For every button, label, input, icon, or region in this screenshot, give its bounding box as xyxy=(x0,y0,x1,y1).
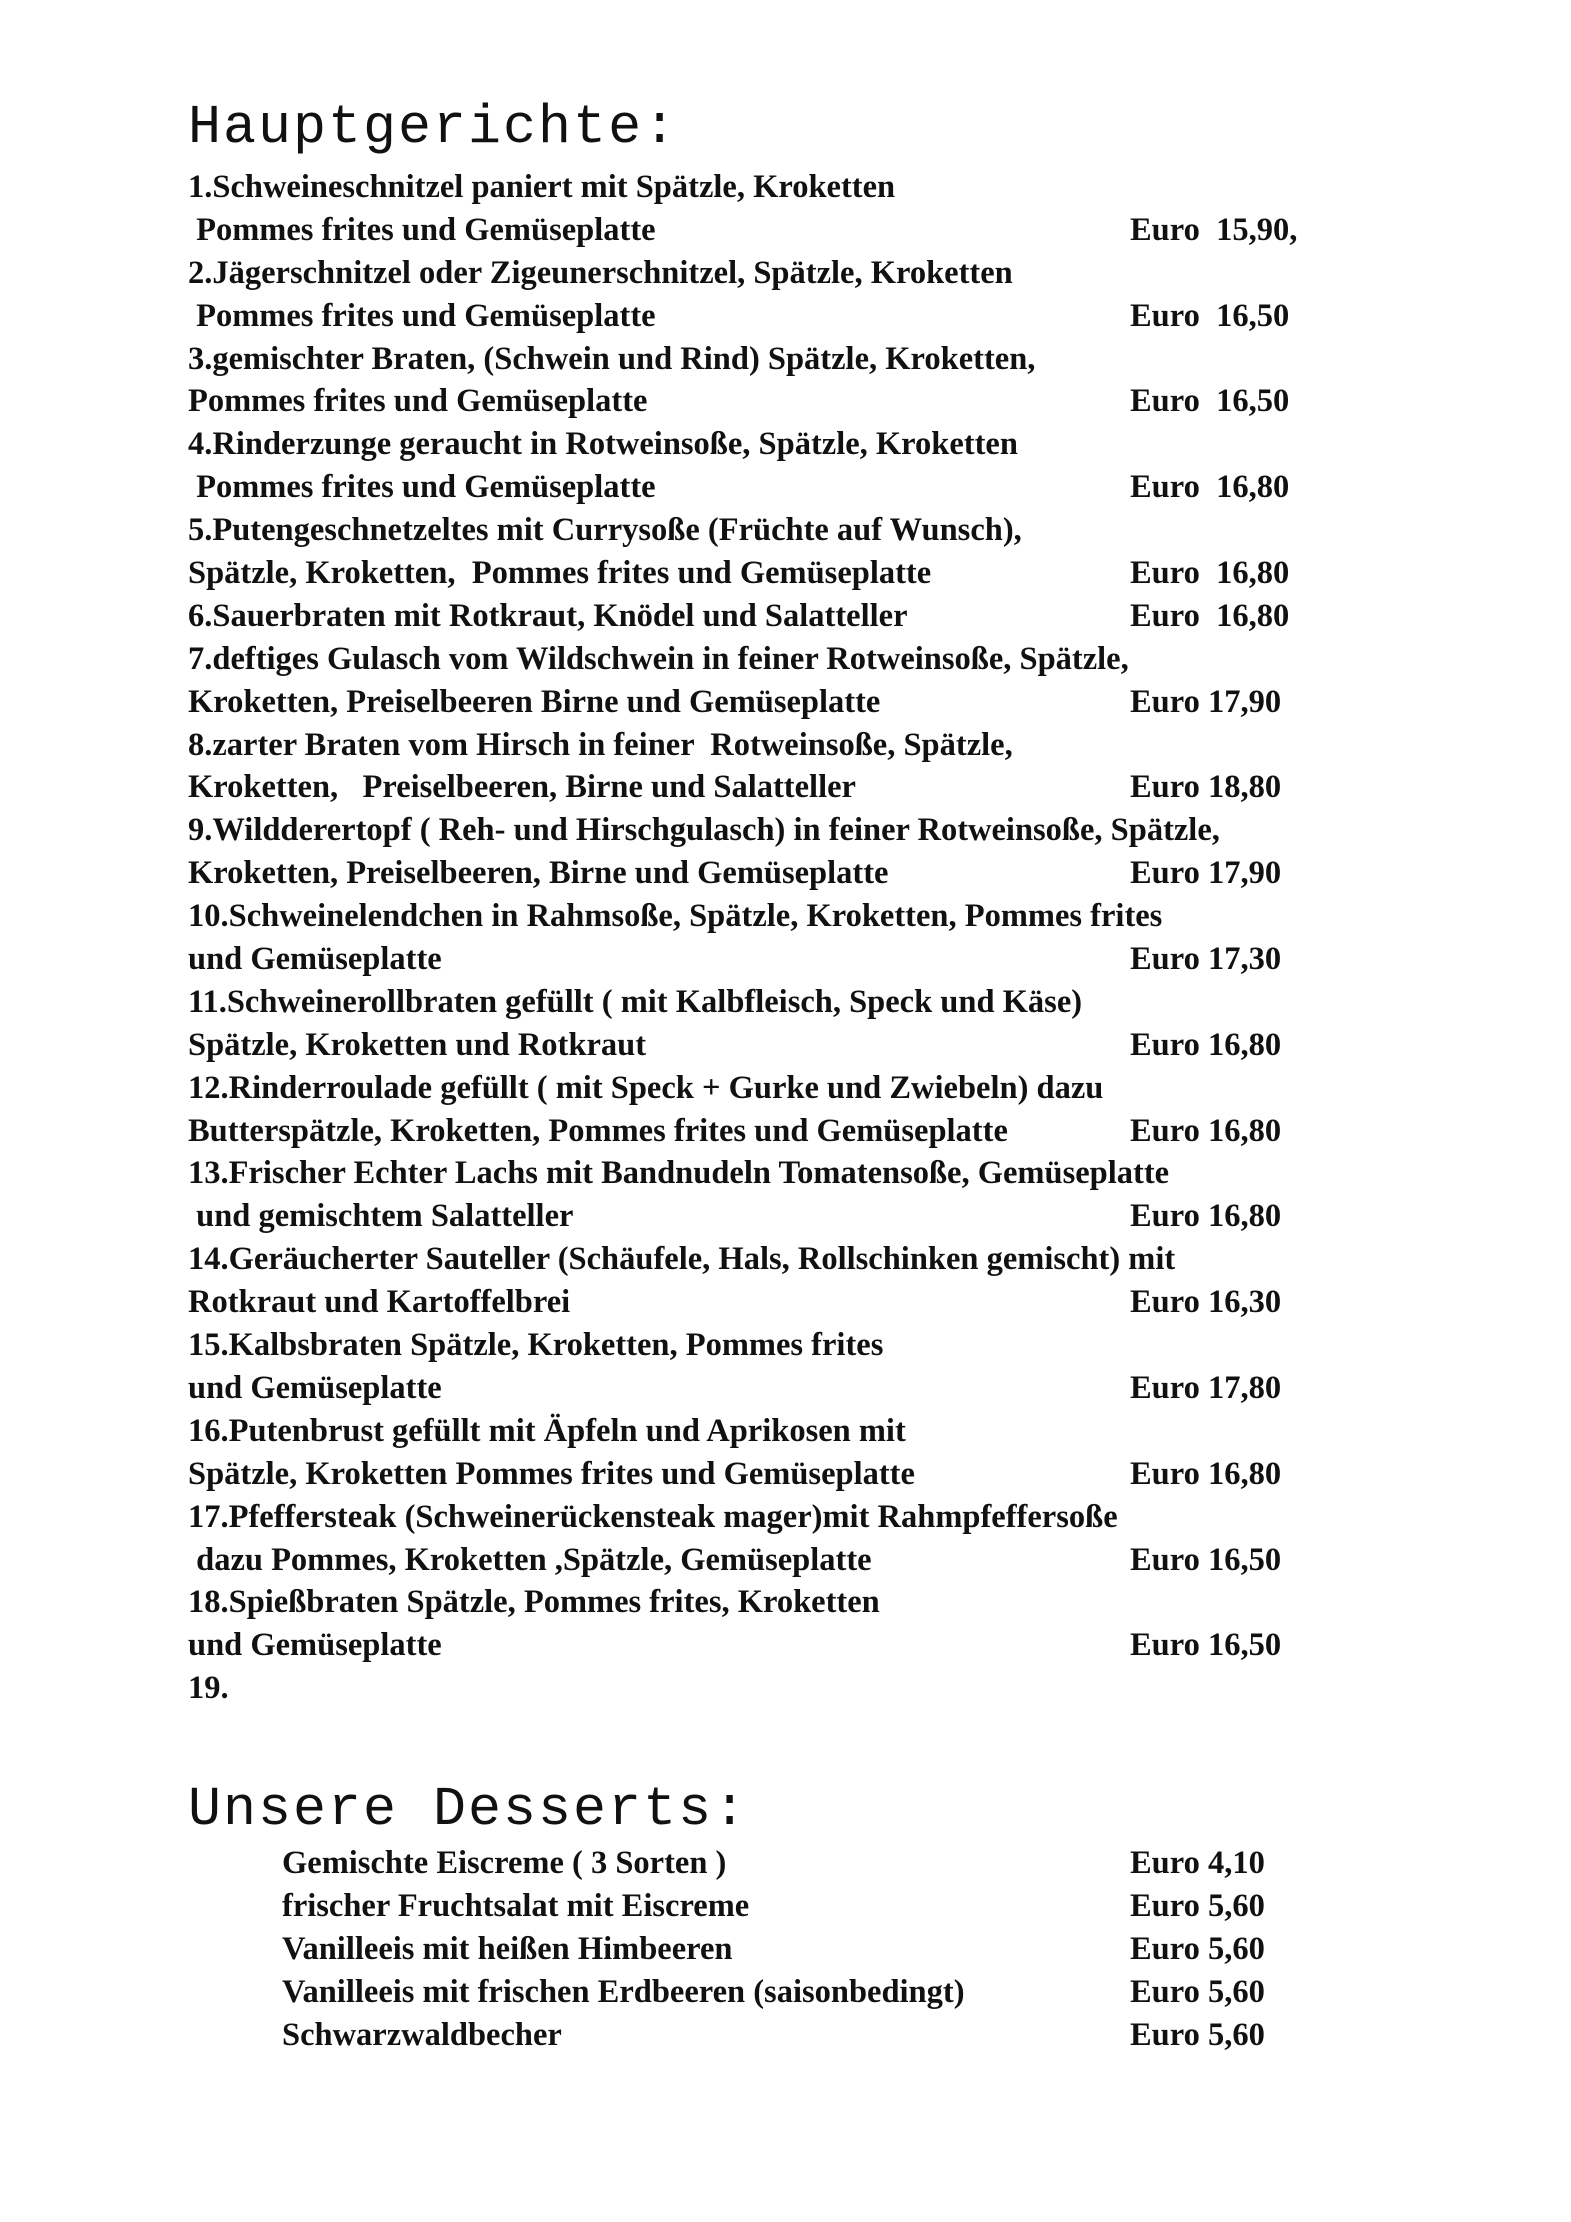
menu-line-text: Kroketten, Preiselbeeren Birne und Gemüseplatte xyxy=(188,683,881,720)
desserts-list xyxy=(282,1842,1482,2057)
menu-line-price: Euro 18,80 xyxy=(1130,769,1282,806)
menu-line xyxy=(188,1110,1388,1153)
menu-line xyxy=(188,766,1388,809)
menu-line-price: Euro 16,30 xyxy=(1130,1284,1282,1321)
menu-line xyxy=(188,1024,1388,1067)
menu-line-text: 12.Rinderroulade gefüllt ( mit Speck + Gurke und Zwiebeln) dazu xyxy=(188,1069,1104,1106)
menu-line-text: 16.Putenbrust gefüllt mit Äpfeln und Aprikosen mit xyxy=(188,1412,906,1449)
menu-line-price: Euro 16,80 xyxy=(1130,1112,1282,1149)
menu-line xyxy=(188,1539,1388,1582)
dessert-name: frischer Fruchtsalat mit Eiscreme xyxy=(282,1888,750,1924)
menu-line-price: Euro 16,80 xyxy=(1130,555,1290,592)
menu-line xyxy=(188,852,1388,895)
menu-line-price: Euro 16,80 xyxy=(1130,1026,1282,1063)
dessert-price: Euro 5,60 xyxy=(1130,1931,1265,1967)
menu-line-text: 2.Jägerschnitzel oder Zigeunerschnitzel, Spätzle, Kroketten xyxy=(188,254,1013,291)
menu-line xyxy=(188,981,1388,1024)
menu-line-text: Butterspätzle, Kroketten, Pommes frites und Gemüseplatte xyxy=(188,1112,1008,1149)
menu-line xyxy=(188,509,1388,552)
dessert-price: Euro 5,60 xyxy=(1130,1974,1265,2010)
menu-line-price: Euro 16,80 xyxy=(1130,469,1290,506)
menu-line-price: Euro 16,50 xyxy=(1130,1541,1282,1578)
menu-line-price: Euro 16,80 xyxy=(1130,1198,1282,1235)
menu-line-text: 10.Schweinelendchen in Rahmsoße, Spätzle, Kroketten, Pommes frites xyxy=(188,898,1163,935)
menu-line-text: 3.gemischter Braten, (Schwein und Rind) Spätzle, Kroketten, xyxy=(188,340,1036,377)
menu-line xyxy=(188,1367,1388,1410)
menu-line xyxy=(188,681,1388,724)
menu-line xyxy=(188,380,1388,423)
menu-line-text: 14.Geräucherter Sauteller (Schäufele, Hals, Rollschinken gemischt) mit xyxy=(188,1241,1176,1278)
menu-line-price: Euro 16,80 xyxy=(1130,597,1290,634)
menu-line-text: Kroketten, Preiselbeeren, Birne und Salatteller xyxy=(188,769,856,806)
dessert-item xyxy=(282,1971,1482,2014)
menu-line-text: Spätzle, Kroketten Pommes frites und Gemüseplatte xyxy=(188,1455,915,1492)
menu-line-text: 7.deftiges Gulasch vom Wildschwein in feiner Rotweinsoße, Spätzle, xyxy=(188,640,1129,677)
menu-line xyxy=(188,595,1388,638)
dessert-name: Schwarzwaldbecher xyxy=(282,2017,562,2053)
menu-line-text: Spätzle, Kroketten, Pommes frites und Gemüseplatte xyxy=(188,555,932,592)
menu-line-text: dazu Pommes, Kroketten ,Spätzle, Gemüseplatte xyxy=(188,1541,872,1578)
menu-line-price: Euro 16,50 xyxy=(1130,1627,1282,1664)
menu-line xyxy=(188,466,1388,509)
menu-line-text: und Gemüseplatte xyxy=(188,1369,442,1406)
menu-line-text: 1.Schweineschnitzel paniert mit Spätzle, Kroketten xyxy=(188,169,896,205)
menu-line-text: 9.Wildderertopf ( Reh- und Hirschgulasch) in feiner Rotweinsoße, Spätzle, xyxy=(188,812,1220,849)
dessert-name: Vanilleeis mit heißen Himbeeren xyxy=(282,1931,733,1967)
menu-line-price: Euro 17,30 xyxy=(1130,941,1282,978)
menu-line xyxy=(188,166,1388,209)
menu-line-price: Euro 15,90, xyxy=(1130,211,1298,248)
menu-line-text: Pommes frites und Gemüseplatte xyxy=(188,297,656,334)
menu-line-price: Euro 17,90 xyxy=(1130,855,1282,892)
menu-line xyxy=(188,638,1388,681)
menu-line-price: Euro 16,80 xyxy=(1130,1455,1282,1492)
dessert-name: Gemischte Eiscreme ( 3 Sorten ) xyxy=(282,1845,727,1881)
menu-line-text: und gemischtem Salatteller xyxy=(188,1198,574,1235)
main-dishes-list xyxy=(188,166,1388,1710)
menu-line-text: 11.Schweinerollbraten gefüllt ( mit Kalbfleisch, Speck und Käse) xyxy=(188,983,1083,1020)
menu-line-text: und Gemüseplatte xyxy=(188,1627,442,1664)
menu-line xyxy=(188,252,1388,295)
menu-line-text: Pommes frites und Gemüseplatte xyxy=(188,211,656,248)
dessert-item xyxy=(282,2014,1482,2057)
menu-line-text: 8.zarter Braten vom Hirsch in feiner Rotweinsoße, Spätzle, xyxy=(188,726,1013,763)
menu-line xyxy=(188,1581,1388,1624)
menu-line-text: 5.Putengeschnetzeltes mit Currysoße (Früchte auf Wunsch), xyxy=(188,512,1022,549)
dessert-price: Euro 4,10 xyxy=(1130,1845,1265,1881)
menu-line xyxy=(188,1410,1388,1453)
dessert-price: Euro 5,60 xyxy=(1130,1888,1265,1924)
dessert-name: Vanilleeis mit frischen Erdbeeren (saisonbedingt) xyxy=(282,1974,965,2010)
menu-line-text: 13.Frischer Echter Lachs mit Bandnudeln Tomatensoße, Gemüseplatte xyxy=(188,1155,1170,1192)
menu-line-price: Euro 16,50 xyxy=(1130,383,1290,420)
menu-line xyxy=(188,295,1388,338)
menu-line xyxy=(188,1496,1388,1539)
menu-line xyxy=(188,1324,1388,1367)
menu-line xyxy=(188,1453,1388,1496)
menu-line xyxy=(188,1624,1388,1667)
dessert-item xyxy=(282,1885,1482,1928)
menu-line xyxy=(188,938,1388,981)
menu-line xyxy=(188,1281,1388,1324)
menu-line-text: 18.Spießbraten Spätzle, Pommes frites, Kroketten xyxy=(188,1584,880,1621)
main-dishes-heading: Hauptgerichte: xyxy=(188,96,679,159)
menu-line xyxy=(188,1195,1388,1238)
menu-line xyxy=(188,209,1388,252)
menu-line-text: Kroketten, Preiselbeeren, Birne und Gemüseplatte xyxy=(188,855,889,892)
desserts-heading: Unsere Desserts: xyxy=(188,1778,749,1841)
dessert-price: Euro 5,60 xyxy=(1130,2017,1265,2053)
menu-line xyxy=(188,423,1388,466)
menu-line xyxy=(188,1152,1388,1195)
menu-line xyxy=(188,895,1388,938)
dessert-item xyxy=(282,1928,1482,1971)
menu-line xyxy=(188,1067,1388,1110)
menu-line-price: Euro 17,90 xyxy=(1130,683,1282,720)
dessert-item xyxy=(282,1842,1482,1885)
menu-line-text: 4.Rinderzunge geraucht in Rotweinsoße, Spätzle, Kroketten xyxy=(188,426,1018,463)
menu-line xyxy=(188,1238,1388,1281)
menu-line-text: 15.Kalbsbraten Spätzle, Kroketten, Pommes frites xyxy=(188,1327,884,1364)
menu-line-text: Pommes frites und Gemüseplatte xyxy=(188,469,656,506)
menu-line xyxy=(188,338,1388,381)
menu-line xyxy=(188,809,1388,852)
menu-line-text: Rotkraut und Kartoffelbrei xyxy=(188,1284,571,1321)
menu-line-text: Pommes frites und Gemüseplatte xyxy=(188,383,648,420)
menu-line xyxy=(188,552,1388,595)
menu-line-text: 17.Pfeffersteak (Schweinerückensteak mager)mit Rahmpfeffersoße xyxy=(188,1498,1118,1535)
menu-line-text: und Gemüseplatte xyxy=(188,941,442,978)
menu-line-text: Spätzle, Kroketten und Rotkraut xyxy=(188,1026,647,1063)
menu-line xyxy=(188,1667,1388,1710)
menu-line-price: Euro 17,80 xyxy=(1130,1369,1282,1406)
menu-line-text: 19. xyxy=(188,1670,229,1707)
menu-line-text: 6.Sauerbraten mit Rotkraut, Knödel und Salatteller xyxy=(188,597,908,634)
menu-line xyxy=(188,724,1388,767)
menu-line-price: Euro 16,50 xyxy=(1130,297,1290,334)
